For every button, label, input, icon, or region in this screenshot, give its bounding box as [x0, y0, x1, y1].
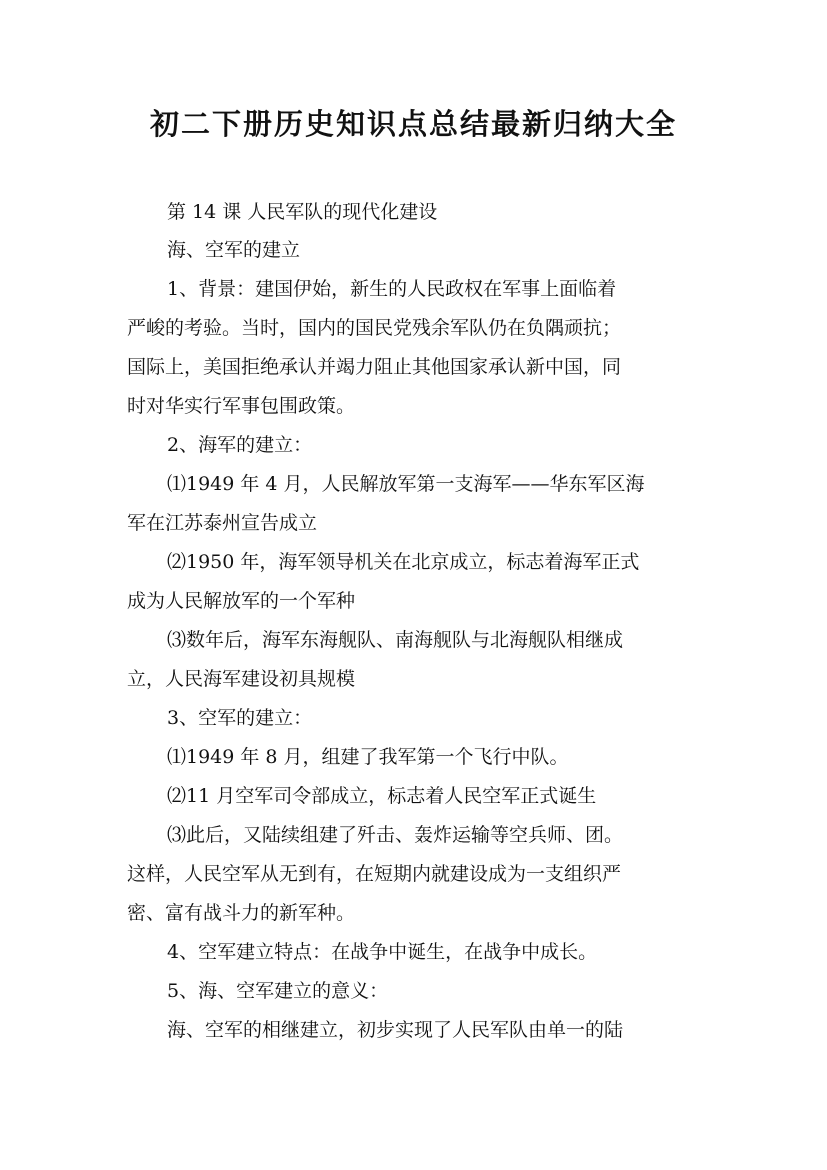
- paragraph-line: ⑴1949 年 8 月，组建了我军第一个飞行中队。: [167, 746, 569, 768]
- paragraph-line: ⑵1950 年，海军领导机关在北京成立，标志着海军正式: [167, 551, 640, 573]
- paragraph-line: 立，人民海军建设初具规模: [127, 668, 356, 690]
- paragraph-line: ⑶此后，又陆续组建了歼击、轰炸运输等空兵师、团。: [167, 824, 624, 846]
- section-heading: 海、空军的建立: [167, 239, 301, 261]
- paragraph-line: 成为人民解放军的一个军种: [127, 590, 356, 612]
- paragraph-line: 1、背景：建国伊始，新生的人民政权在军事上面临着: [167, 278, 617, 300]
- paragraph-line: 密、富有战斗力的新军种。: [127, 902, 356, 924]
- paragraph-line: 5、海、空军建立的意义：: [167, 980, 389, 1002]
- paragraph-line: ⑴1949 年 4 月，人民解放军第一支海军——华东军区海: [167, 473, 645, 495]
- paragraph-line: 严峻的考验。当时，国内的国民党残余军队仍在负隅顽抗；: [127, 317, 622, 339]
- lesson-heading: 第 14 课 人民军队的现代化建设: [167, 201, 438, 223]
- paragraph-line: 国际上，美国拒绝承认并竭力阻止其他国家承认新中国，同: [127, 356, 622, 378]
- document-title: 初二下册历史知识点总结最新归纳大全: [149, 107, 677, 141]
- paragraph-line: 海、空军的相继建立，初步实现了人民军队由单一的陆: [167, 1019, 624, 1041]
- paragraph-line: 军在江苏泰州宣告成立: [127, 512, 318, 534]
- paragraph-line: 这样，人民空军从无到有，在短期内就建设成为一支组织严: [127, 863, 622, 885]
- paragraph-line: 3、空军的建立：: [167, 707, 313, 729]
- paragraph-line: ⑵11 月空军司令部成立，标志着人民空军正式诞生: [167, 785, 597, 807]
- paragraph-line: 4、空军建立特点：在战争中诞生，在战争中成长。: [167, 941, 598, 963]
- paragraph-line: 时对华实行军事包围政策。: [127, 395, 356, 417]
- paragraph-line: ⑶数年后，海军东海舰队、南海舰队与北海舰队相继成: [167, 629, 624, 651]
- paragraph-line: 2、海军的建立：: [167, 434, 313, 456]
